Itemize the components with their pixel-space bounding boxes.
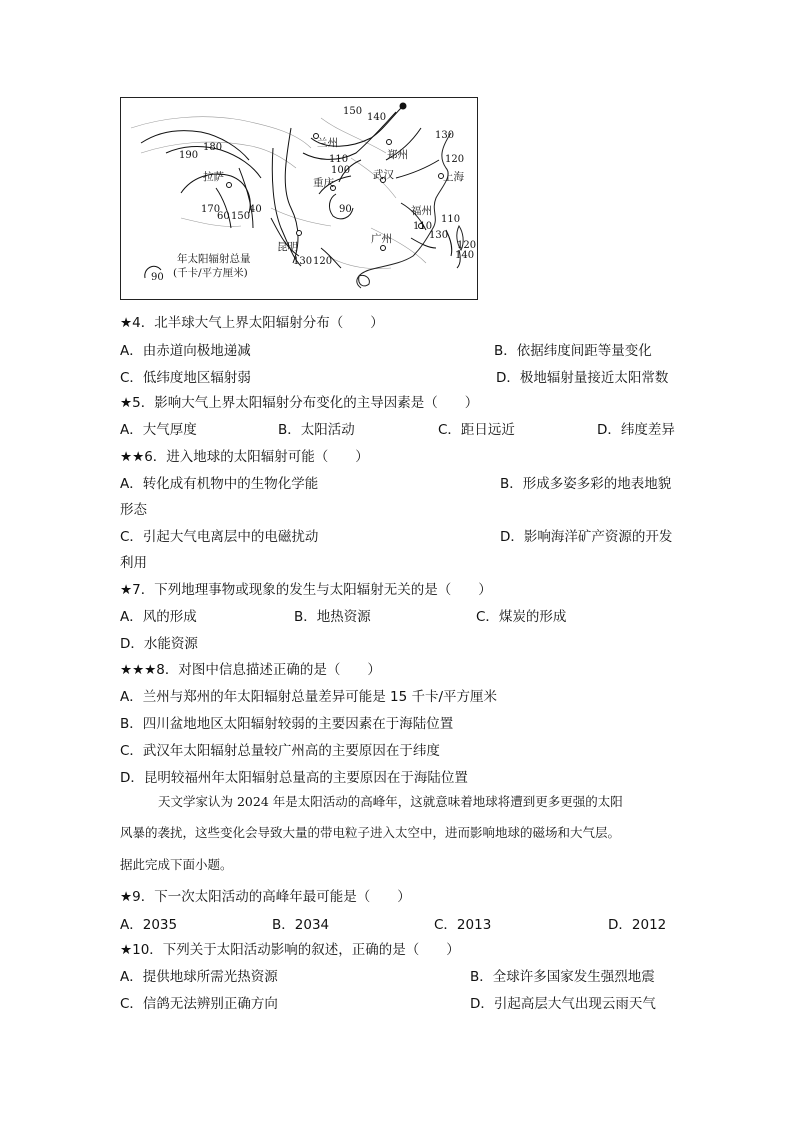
- q8-option-b[interactable]: B．四川盆地地区太阳辐射较弱的主要因素在于海陆位置: [120, 716, 454, 732]
- city-label-wuhan: 武汉: [373, 169, 394, 181]
- map-drawing: [121, 98, 477, 299]
- passage-line-3: 据此完成下面小题。: [120, 857, 233, 872]
- q9-stem: ★9．下一次太阳活动的高峰年最可能是（ ）: [120, 889, 411, 905]
- city-label-fuzhou: 福州: [411, 205, 432, 217]
- q4-option-c[interactable]: C．低纬度地区辐射弱: [120, 370, 251, 386]
- city-dots: [227, 134, 444, 251]
- legend-title: 年太阳辐射总量: [177, 253, 251, 265]
- q7-option-d[interactable]: D．水能资源: [120, 636, 198, 652]
- city-label-kunming: 昆明: [277, 241, 298, 253]
- isoline-label: 150: [343, 106, 363, 117]
- isoline-label: 180: [203, 142, 223, 153]
- city-label-shanghai: 上海: [443, 171, 464, 183]
- isoline-label: 130: [429, 230, 449, 241]
- isoline-label: 110: [441, 214, 461, 225]
- q6-option-d[interactable]: D．影响海洋矿产资源的开发: [500, 529, 673, 545]
- hainan-outline: [359, 275, 370, 285]
- q5-option-d[interactable]: D．纬度差异: [597, 422, 675, 438]
- legend-unit: (千卡/平方厘米): [173, 267, 248, 279]
- isoline-label: 140: [455, 250, 475, 261]
- isoline-label: 90: [339, 204, 352, 215]
- isoline-label: 170: [201, 204, 221, 215]
- q9-option-a[interactable]: A．2035: [120, 917, 178, 933]
- q10-option-d[interactable]: D．引起高层大气出现云雨天气: [470, 996, 656, 1012]
- isoline-label: 40: [249, 204, 262, 215]
- isoline-label: 110: [413, 221, 433, 232]
- q8-stem: ★★★8．对图中信息描述正确的是（ ）: [120, 662, 381, 678]
- isoline-label: 110: [329, 154, 349, 165]
- isolines: [141, 106, 460, 268]
- q5-option-a[interactable]: A．大气厚度: [120, 422, 197, 438]
- isoline-label: 190: [179, 150, 199, 161]
- passage-line-1: 天文学家认为 2024 年是太阳活动的高峰年，这就意味着地球将遭到更多更强的太阳: [158, 794, 623, 809]
- q6-option-c[interactable]: C．引起大气电离层中的电磁扰动: [120, 529, 319, 545]
- city-label-chongqing: 重庆: [313, 177, 334, 189]
- q9-option-c[interactable]: C．2013: [434, 917, 492, 933]
- isoline-label: 140: [367, 112, 387, 123]
- isoline-label: 150: [231, 211, 251, 222]
- isoline-label: 120: [457, 240, 477, 251]
- q10-option-b[interactable]: B．全球许多国家发生强烈地震: [470, 969, 655, 985]
- q7-option-c[interactable]: C．煤炭的形成: [476, 609, 567, 625]
- source-marker: [400, 103, 407, 110]
- q4-option-a[interactable]: A．由赤道向极地递减: [120, 343, 251, 359]
- q6-option-d-continued: 利用: [120, 555, 147, 571]
- legend-value: 90: [151, 272, 164, 283]
- q4-option-d[interactable]: D．极地辐射量接近太阳常数: [496, 370, 669, 386]
- q5-option-c[interactable]: C．距日远近: [438, 422, 515, 438]
- q5-stem: ★5．影响大气上界太阳辐射分布变化的主导因素是（ ）: [120, 395, 479, 411]
- passage-line-2: 风暴的袭扰，这些变化会导致大量的带电粒子进入太空中，进而影响地球的磁场和大气层。: [120, 825, 621, 840]
- q7-option-b[interactable]: B．地热资源: [294, 609, 371, 625]
- q8-option-a[interactable]: A．兰州与郑州的年太阳辐射总量差异可能是 15 千卡/平方厘米: [120, 689, 498, 705]
- q8-option-d[interactable]: D．昆明较福州年太阳辐射总量高的主要原因在于海陆位置: [120, 770, 468, 786]
- isoline-label: 120: [313, 256, 333, 267]
- q10-option-a[interactable]: A．提供地球所需光热资源: [120, 969, 278, 985]
- q5-option-b[interactable]: B．太阳活动: [278, 422, 355, 438]
- q6-option-b[interactable]: B．形成多姿多彩的地表地貌: [500, 476, 672, 492]
- q6-option-a[interactable]: A．转化成有机物中的生物化学能: [120, 476, 319, 492]
- city-label-guangzhou: 广州: [371, 233, 392, 245]
- q6-stem: ★★6．进入地球的太阳辐射可能（ ）: [120, 449, 369, 465]
- isoline-label: 130: [293, 256, 313, 267]
- q7-stem: ★7．下列地理事物或现象的发生与太阳辐射无关的是（ ）: [120, 582, 492, 598]
- q7-option-a[interactable]: A．风的形成: [120, 609, 197, 625]
- q10-stem: ★10．下列关于太阳活动影响的叙述，正确的是（ ）: [120, 942, 460, 958]
- isoline-label: 120: [445, 154, 465, 165]
- q8-option-c[interactable]: C．武汉年太阳辐射总量较广州高的主要原因在于纬度: [120, 743, 440, 759]
- q4-option-b[interactable]: B．依据纬度间距等量变化: [494, 343, 652, 359]
- q10-option-c[interactable]: C．信鸽无法辨别正确方向: [120, 996, 278, 1012]
- isoline-label: 130: [435, 130, 455, 141]
- q9-option-d[interactable]: D．2012: [608, 917, 667, 933]
- city-label-zhengzhou: 郑州: [387, 149, 408, 161]
- isoline-label: 60: [217, 211, 230, 222]
- q9-option-b[interactable]: B．2034: [272, 917, 330, 933]
- isoline-label: 100: [331, 165, 351, 176]
- solar-radiation-map: [120, 97, 478, 300]
- city-label-lasa: 拉萨: [203, 171, 224, 183]
- city-label-lanzhou: 兰州: [317, 137, 338, 149]
- q6-option-b-continued: 形态: [120, 502, 147, 518]
- q4-stem: ★4．北半球大气上界太阳辐射分布（ ）: [120, 315, 384, 331]
